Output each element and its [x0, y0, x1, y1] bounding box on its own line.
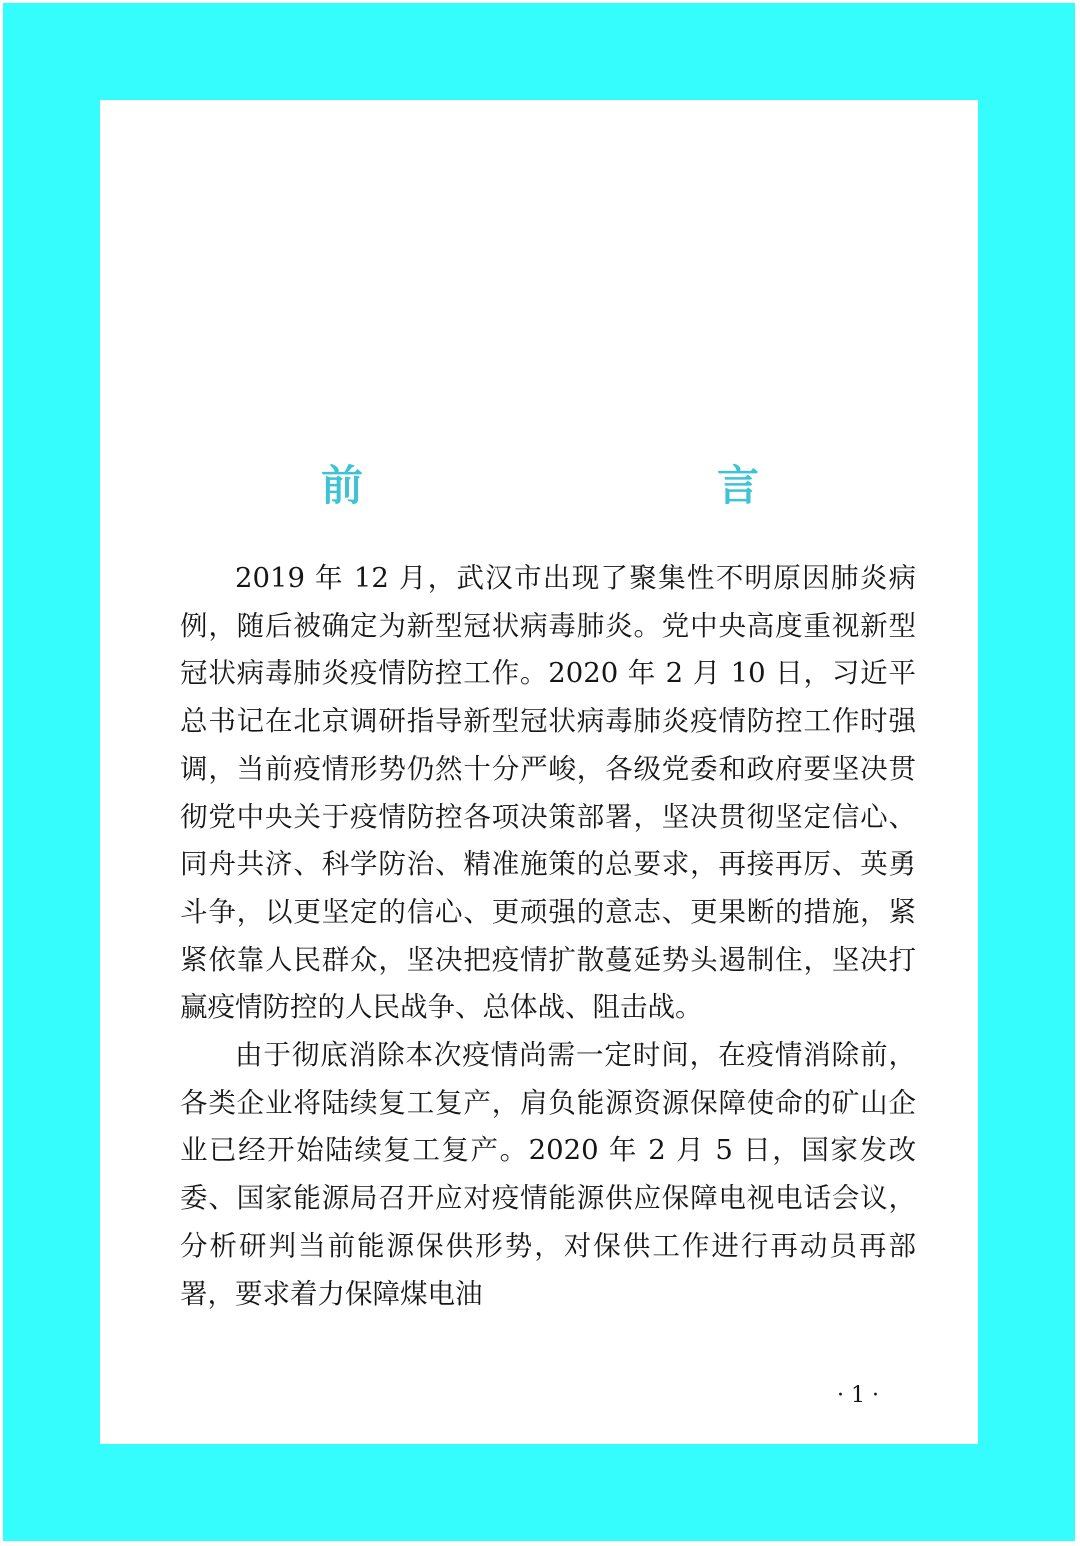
paragraph-1: 2019 年 12 月，武汉市出现了聚集性不明原因肺炎病例，随后被确定为新型冠状病毒肺炎。党中央高度重视新型冠状病毒肺炎疫情防控工作。2020 年 2 月 10 日，习近平总书记在北京调研指导新型冠状病毒肺炎疫情防控工作时强调，当前疫情形势仍然十分严峻，各级党委和政府要坚决贯彻党中央关于疫情防控各项决策部署，坚决贯彻坚定信心、同舟共济、科学防治、精准施策的总要求，再接再厉、英勇斗争，以更坚定的信心、更顽强的意志、更果断的措施，紧紧依靠人民群众，坚决把疫情扩散蔓延势头遏制住，坚决打赢疫情防控的人民战争、总体战、阻击战。 — [180, 562, 916, 1024]
page-number: · 1 · — [837, 1383, 879, 1408]
body-text — [180, 555, 916, 1318]
page-title: 前 言 — [320, 461, 849, 511]
paragraph-2: 由于彻底消除本次疫情尚需一定时间，在疫情消除前，各类企业将陆续复工复产，肩负能源资源保障使命的矿山企业已经开始陆续复工复产。2020 年 2 月 5 日，国家发改委、国家能源局召开应对疫情能源供应保障电视电话会议，分析研判当前能源保供形势，对保供工作进行再动员再部署，要求着力保障煤电油 — [180, 1039, 916, 1310]
